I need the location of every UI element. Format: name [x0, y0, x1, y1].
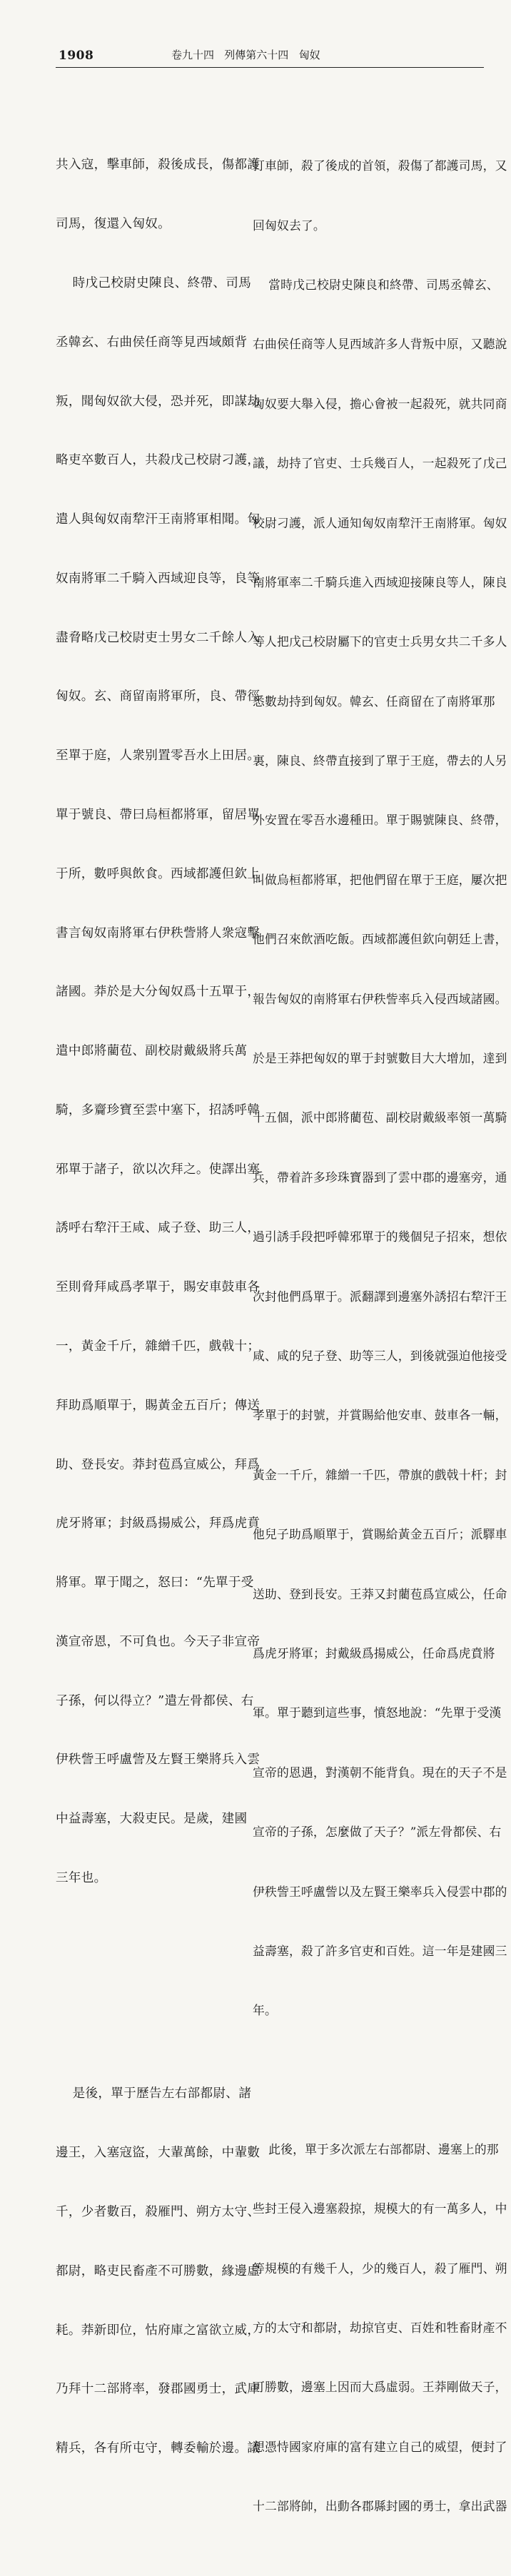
text-line: 想憑恃國家府庫的富有建立自己的威望，便封了 [253, 2439, 507, 2454]
text-line: 略吏卒數百人，共殺戊己校尉刁護， [56, 453, 260, 468]
text-line: 盡脅略戊己校尉吏士男女二千餘人入 [56, 630, 260, 645]
text-line: 中益壽塞，大殺吏民。是歲，建國 [56, 1812, 248, 1827]
text-line: 右曲侯任商等人見西域許多人背叛中原，又聽說 [253, 337, 507, 352]
text-line: 過引誘手段把呼韓邪單于的幾個兒子招來，想依 [253, 1229, 507, 1244]
text-line: 都尉，略吏民畜產不可勝數，緣邊虛 [56, 2263, 260, 2278]
text-line: 黃金一千斤，雜繒一千匹，帶旗的戲戟十杆；封 [253, 1467, 507, 1482]
text-line: 耗。莽新即位，怙府庫之富欲立威， [56, 2323, 260, 2338]
text-line: 等人把戊己校尉屬下的官吏士兵男女共二千多人 [253, 634, 507, 649]
text-line: 三年也。 [56, 1871, 107, 1886]
text-line: 將軍。單于聞之，怒曰：“先單于受 [56, 1576, 254, 1591]
text-line: 他兒子助爲順單于，賞賜給黃金五百斤；派驛車 [253, 1527, 507, 1542]
text-line: 十五個，派中郎將藺苞、副校尉戴級率領一萬騎 [253, 1110, 507, 1125]
text-line: 次封他們爲單于。派翻譯到邊塞外誘招右犂汗王 [253, 1289, 507, 1304]
text-line: 回匈奴去了。 [253, 218, 325, 233]
text-line: 爲虎牙將軍；封戴級爲揚威公，任命爲虎賁將 [253, 1646, 495, 1660]
text-line: 方的太守和都尉，劫掠官吏、百姓和牲畜財產不 [253, 2321, 507, 2336]
text-line: 十二部將帥，出動各郡縣封國的勇士，拿出武器 [253, 2499, 507, 2514]
text-line: 叛，聞匈奴欲大侵，恐并死，即謀劫 [56, 394, 260, 409]
text-line: 南將軍率二千騎兵進入西域迎接陳良等人，陳良 [253, 574, 507, 589]
text-line: 至則脅拜咸爲孝單于，賜安車鼓車各 [56, 1280, 260, 1295]
classical-text-column [56, 77, 260, 2517]
text-line: 議，劫持了官吏、士兵幾百人，一起殺死了戊己 [253, 456, 507, 471]
text-line: 伊秩訾王呼盧訾及左賢王樂將兵入雲 [56, 1753, 260, 1768]
text-line: 伊秩訾王呼盧訾以及左賢王樂率兵入侵雲中郡的 [253, 1884, 507, 1899]
text-line: 遣人與匈奴南犂汗王南將軍相聞。匈 [56, 512, 260, 527]
text-line: 誘呼右犂汗王咸、咸子登、助三人， [56, 1221, 260, 1236]
text-line: 至單于庭，人衆别置零吾水上田居。 [56, 749, 260, 764]
classical-paragraph-1 [56, 116, 260, 1928]
text-line: 千，少者數百，殺雁門、朔方太守、 [56, 2204, 260, 2219]
text-line: 外安置在零吾水邊種田。單于賜號陳良、終帶， [253, 813, 507, 828]
text-line: 當時戊己校尉史陳良和終帶、司馬丞韓玄、 [253, 277, 499, 292]
text-line: 宣帝的子孫，怎麼做了天子？”派左骨都侯、右 [253, 1825, 502, 1840]
page-number: 1908 [59, 49, 94, 63]
text-line: 子孫，何以得立？”遣左骨都侯、右 [56, 1693, 254, 1708]
text-line: 宣帝的恩遇，對漢朝不能背負。現在的天子不是 [253, 1765, 507, 1780]
text-line: 年。 [253, 2003, 277, 2018]
text-line: 校尉刁護，派人通知匈奴南犂汗王南將軍。匈奴 [253, 515, 507, 530]
text-line: 邊王，入塞寇盜，大輩萬餘，中輩數 [56, 2146, 260, 2161]
text-line: 裏，陳良、終帶直接到了單于王庭，帶去的人另 [253, 754, 507, 769]
header-rule [56, 67, 484, 68]
text-line: 拜助爲順單于，賜黃金五百斤；傳送 [56, 1398, 260, 1413]
text-line: 助、登長安。莽封苞爲宣威公，拜爲 [56, 1457, 260, 1472]
text-line: 匈奴。玄、商留南將軍所，良、帶徑 [56, 689, 260, 704]
text-line: 騎，多齎珍寶至雲中塞下，招誘呼韓 [56, 1102, 260, 1117]
text-line: 送助、登到長安。王莽又封藺苞爲宣威公，任命 [253, 1586, 507, 1601]
text-line: 可勝數，邊塞上因而大爲虛弱。王莽剛做天子， [253, 2380, 507, 2395]
text-line: 等規模的有幾千人，少的幾百人，殺了雁門、朔 [253, 2261, 507, 2276]
text-line: 于所，數呼與飲食。西域都護但欽上 [56, 866, 260, 881]
text-line: 諸國。莽於是大分匈奴爲十五單于， [56, 985, 260, 1000]
text-line: 書言匈奴南將軍右伊秩訾將人衆寇擊 [56, 926, 260, 940]
text-line: 丞韓玄、右曲侯任商等見西域頗背 [56, 335, 248, 350]
classical-paragraph-2 [56, 2045, 260, 2498]
text-line: 於是王莽把匈奴的單于封號數目大大增加，達到 [253, 1051, 507, 1066]
text-line: 兵，帶着許多珍珠寶器到了雲中郡的邊塞旁，通 [253, 1170, 507, 1185]
text-line: 些封王侵入邊塞殺掠，規模大的有一萬多人，中 [253, 2201, 507, 2216]
text-line: 邪單于諸子，欲以次拜之。使譯出塞 [56, 1162, 260, 1177]
text-line: 軍。單于聽到這些事，憤怒地說：“先單于受漢 [253, 1705, 502, 1720]
text-line: 匈奴要大舉入侵，擔心會被一起殺死，就共同商 [253, 396, 507, 411]
text-line: 漢宣帝恩，不可負也。今天子非宣帝 [56, 1634, 260, 1649]
text-line: 孝單于的封號，并賞賜給他安車、鼓車各一輛， [253, 1408, 507, 1423]
text-line: 報告匈奴的南將軍右伊秩訾率兵入侵西域諸國。 [253, 991, 507, 1006]
text-line: 乃拜十二部將率，發郡國勇士，武庫 [56, 2382, 260, 2397]
text-line: 咸、咸的兒子登、助等三人，到後就强迫他接受 [253, 1349, 507, 1363]
text-line: 叫做烏桓都將軍，把他們留在單于王庭，屢次把 [253, 872, 507, 887]
text-line: 時戊己校尉史陳良、終帶、司馬 [56, 275, 252, 290]
text-line: 打車師，殺了後成的首領，殺傷了都護司馬，又 [253, 158, 507, 173]
text-line: 司馬，復還入匈奴。 [56, 217, 171, 232]
modern-paragraph-2 [253, 2100, 507, 2556]
modern-paragraph-1 [253, 117, 507, 2061]
text-line: 益壽塞，殺了許多官吏和百姓。這一年是建國三 [253, 1943, 507, 1958]
text-line: 精兵，各有所屯守，轉委輸於邊。議 [56, 2441, 260, 2456]
modern-translation-column [253, 77, 507, 2576]
text-line: 單于號良、帶曰烏桓都將軍，留居單 [56, 807, 260, 822]
text-line: 此後，單于多次派左右部都尉、邊塞上的那 [253, 2141, 499, 2156]
running-header: 卷九十四 列傳第六十四 匈奴 [171, 49, 320, 61]
text-line: 他們召來飲酒吃飯。西域都護但欽向朝廷上書， [253, 932, 507, 947]
text-line: 是後，單于歷告左右部都尉、諸 [56, 2086, 252, 2101]
text-line: 遣中郎將藺苞、副校尉戴級將兵萬 [56, 1044, 248, 1059]
text-line: 奴南將軍二千騎入西域迎良等，良等 [56, 571, 260, 586]
text-line: 悉數劫持到匈奴。韓玄、任商留在了南將軍那 [253, 694, 495, 709]
text-line: 共入寇，擊車師，殺後成長，傷都護 [56, 158, 260, 173]
text-line: 一，黃金千斤，雜繒千匹，戲戟十； [56, 1339, 260, 1354]
text-line: 虎牙將軍；封級爲揚威公，拜爲虎賁 [56, 1516, 260, 1531]
paragraph-gap [56, 1967, 247, 2006]
